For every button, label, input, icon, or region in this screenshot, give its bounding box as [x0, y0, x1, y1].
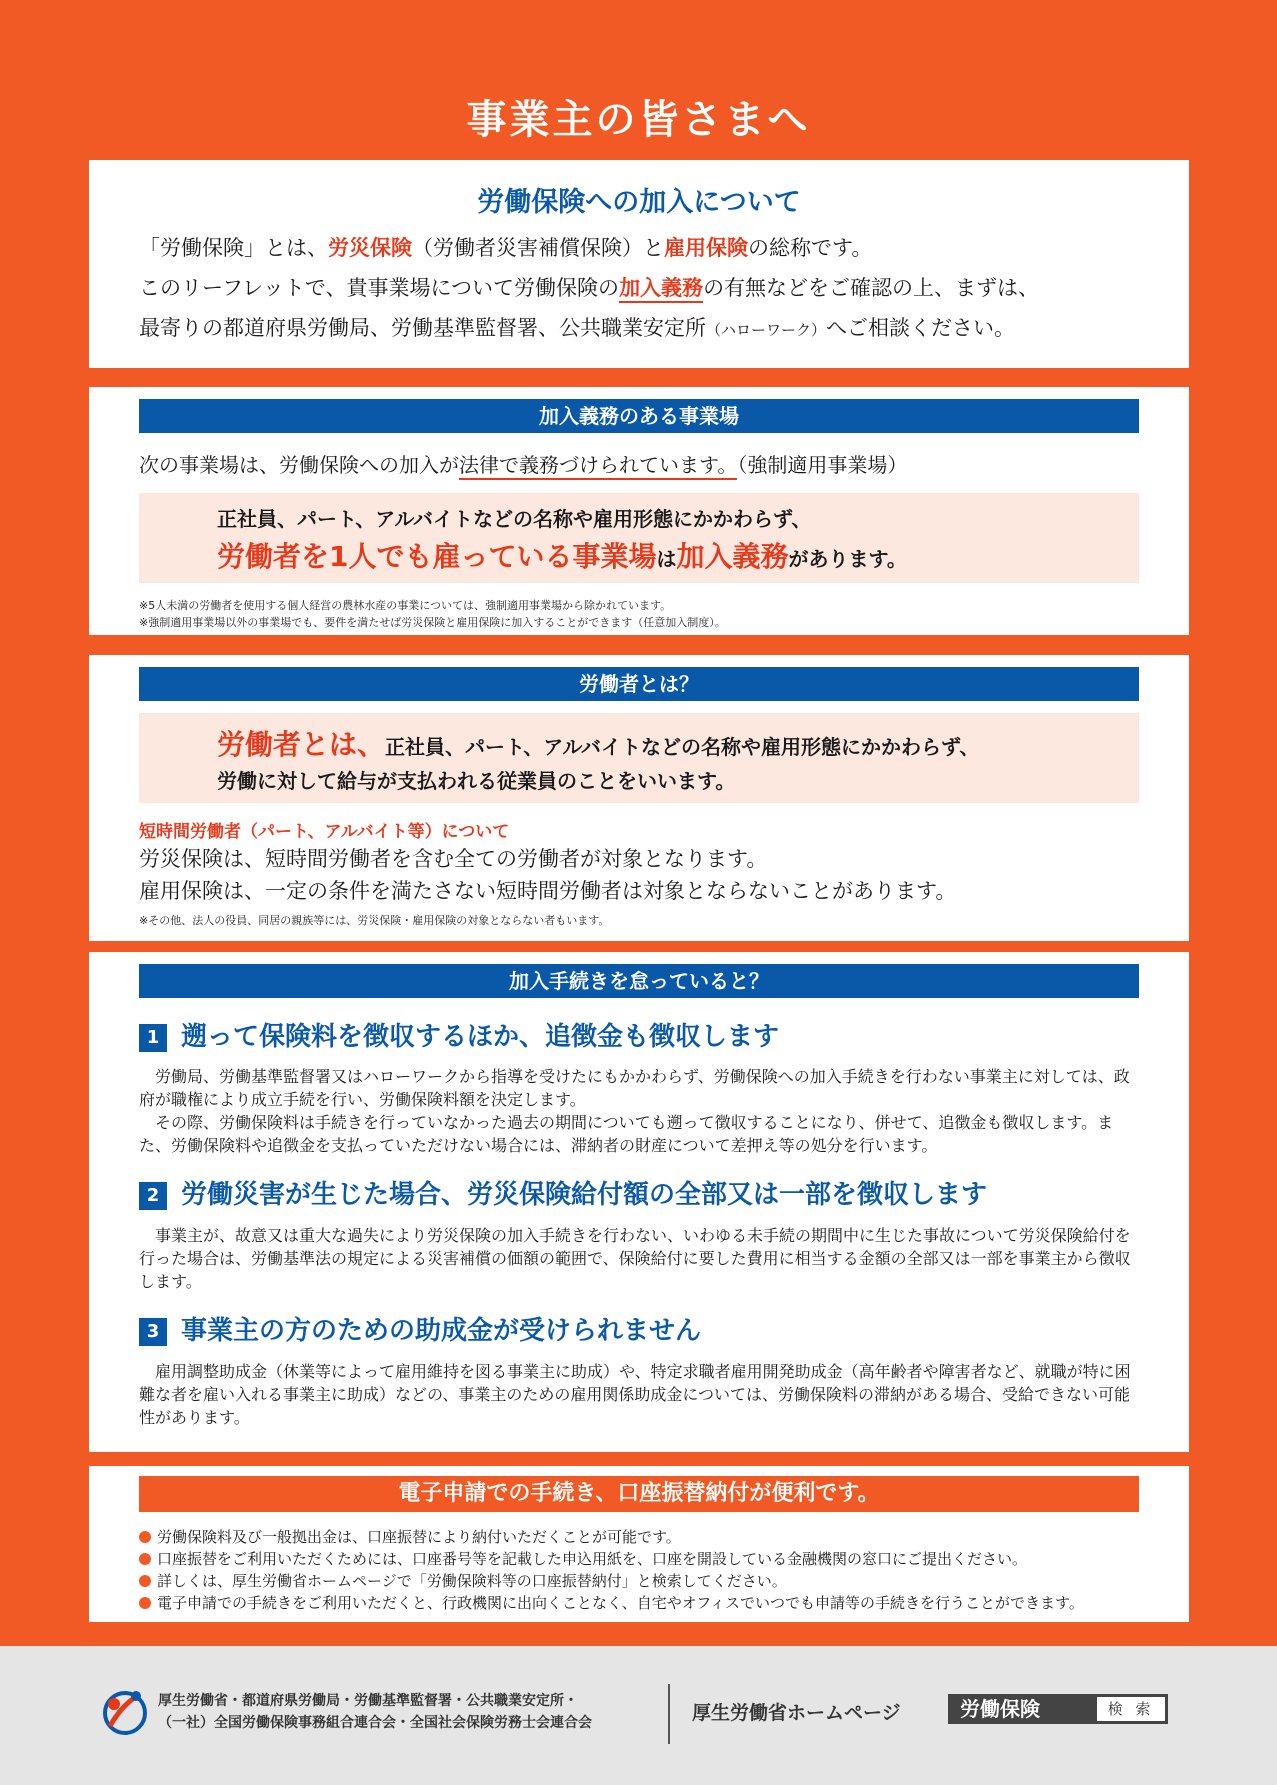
- kanyu-gimu-emphasis: 加入義務: [676, 540, 789, 573]
- electronic-bar: 電子申請での手続き、口座振替納付が便利です。: [139, 1476, 1139, 1512]
- intro-panel: [89, 160, 1189, 368]
- obligation-box-line-1: 正社員、パート、アルバイトなどの名称や雇用形態にかかわらず、: [217, 507, 812, 531]
- obligation-lead: [139, 449, 907, 478]
- kanyu-gimu: 加入義務: [619, 276, 703, 303]
- footer-org-line-1: 厚生労働省・都道府県労働局・労働基準監督署・公共職業安定所・: [158, 1693, 578, 1709]
- neglect-item-3-p1: 雇用調整助成金（休業等によって雇用維持を図る事業主に助成）や、特定求職者雇用開発助成金（高年齢者や障害者など、就職が特に困難な者を雇い入れる事業主に助成）などの、事業主のための雇用関係助成金については、労働保険料の滞納がある場合、受給できない可能性があります。: [139, 1362, 1131, 1427]
- neglect-item-2-head: [139, 1174, 987, 1211]
- neglect-item-1-head: [139, 1016, 779, 1053]
- bullet-text: 口座振替をご利用いただくためには、口座番号等を記載した申込用紙を、口座を開設している金融機関の窓口にご提出ください。: [157, 1550, 1028, 1568]
- lead-text: 次の事業場は、労働保険への加入が: [139, 453, 459, 477]
- item-heading: 遡って保険料を徴収するほか、追徴金も徴収します: [181, 1022, 780, 1052]
- neglect-panel: [89, 952, 1189, 1452]
- box-text: は: [656, 547, 677, 571]
- footer-org-line-2: （一社）全国労働保険事務組合連合会・全国社会保険労務士会連合会: [158, 1715, 592, 1731]
- intro-text: 「労働保険」とは、: [139, 236, 328, 260]
- rousai-hoken: 労災保険: [328, 236, 412, 260]
- intro-line-2: [139, 272, 1039, 302]
- item-heading: 事業主の方のための助成金が受けられません: [181, 1316, 702, 1346]
- part-time-line-1: 労災保険は、短時間労働者を含む全ての労働者が対象となります。: [139, 847, 768, 871]
- search-button[interactable]: 検 索: [1097, 1697, 1165, 1721]
- worker-bar: 労働者とは？: [139, 667, 1139, 701]
- intro-heading: 労働保険への加入について: [477, 187, 801, 218]
- electronic-bullet-1: [139, 1526, 681, 1547]
- footer-divider: [668, 1684, 670, 1744]
- number-badge: 2: [139, 1182, 167, 1210]
- intro-text: 最寄りの都道府県労働局、労働基準監督署、公共職業安定所: [139, 316, 706, 340]
- worker-definition-label: 労働者とは、: [217, 728, 386, 761]
- intro-text: このリーフレットで、貴事業場について労働保険の: [139, 276, 620, 300]
- search-term: 労働保険: [960, 1697, 1040, 1721]
- neglect-item-1-p1: 労働局、労働基準監督署又はハローワークから指導を受けたにもかかわらず、労働保険への加入手続きを行わない事業主に対しては、政府が職権により成立手続を行い、労働保険料額を決定します。: [139, 1067, 1130, 1109]
- worker-box-line-2: 労働に対して給与が支払われる従業員のことをいいます。: [217, 769, 736, 793]
- worker-note: ※その他、法人の役員、同居の親族等には、労災保険・雇用保険の対象とならない者もいます。: [139, 914, 610, 927]
- electronic-bullet-4: [139, 1592, 1084, 1613]
- obligation-bar: 加入義務のある事業場: [139, 399, 1139, 433]
- bullet-text: 労働保険料及び一般拠出金は、口座振替により納付いただくことが可能です。: [157, 1528, 681, 1546]
- worker-panel: [89, 655, 1189, 941]
- obligation-note-1: ※5人未満の労働者を使用する個人経営の農林水産の事業については、強制適用事業場から除かれています。: [139, 599, 672, 612]
- mhlw-logo-icon: [100, 1686, 150, 1736]
- obligation-box-line-2: [217, 535, 907, 575]
- bullet-dot-icon: [139, 1597, 151, 1609]
- intro-text-small: （ハローワーク）: [706, 321, 827, 339]
- number-badge: 1: [139, 1024, 167, 1052]
- koyou-hoken: 雇用保険: [664, 236, 748, 260]
- obligation-note-2: ※強制適用事業場以外の事業場でも、要件を満たせば労災保険と雇用保険に加入することができます（任意加入制度）。: [139, 616, 726, 629]
- intro-text: へご相談ください。: [826, 316, 1016, 340]
- part-time-line-2: 雇用保険は、一定の条件を満たさない短時間労働者は対象とならないことがあります。: [139, 879, 957, 903]
- intro-text: の総称です。: [748, 236, 873, 260]
- bullet-dot-icon: [139, 1531, 151, 1543]
- intro-line-1: [139, 232, 872, 262]
- electronic-panel: [89, 1466, 1189, 1622]
- bullet-text: 電子申請での手続きをご利用いただくと、行政機関に出向くことなく、自宅やオフィスでいつでも申請等の手続きを行うことができます。: [157, 1594, 1084, 1612]
- search-box[interactable]: [948, 1694, 1168, 1724]
- intro-line-3: [139, 312, 1015, 342]
- bullet-dot-icon: [139, 1575, 151, 1587]
- number-badge: 3: [139, 1318, 167, 1346]
- bullet-text: 詳しくは、厚生労働省ホームページで「労働保険料等の口座振替納付」と検索してください。: [157, 1572, 787, 1590]
- box-text: があります。: [788, 547, 907, 571]
- one-worker-emphasis: 労働者を1人でも雇っている事業場: [217, 540, 657, 573]
- intro-text: （労働者災害補償保険）と: [412, 236, 664, 260]
- obligation-box: [139, 493, 1139, 583]
- neglect-bar: 加入手続きを怠っていると？: [139, 964, 1139, 998]
- box-text: 正社員、パート、アルバイトなどの名称や雇用形態にかかわらず、: [385, 735, 980, 759]
- worker-box-line-1: [217, 723, 979, 763]
- footer-homepage-label: 厚生労働省ホームページ: [692, 1702, 901, 1724]
- electronic-bullet-2: [139, 1548, 1027, 1569]
- item-heading: 労働災害が生じた場合、労災保険給付額の全部又は一部を徴収します: [181, 1180, 988, 1210]
- page-title: 事業主の皆さまへ: [466, 97, 811, 143]
- neglect-item-3-head: [139, 1310, 701, 1347]
- worker-box: [139, 713, 1139, 803]
- electronic-bullet-3: [139, 1570, 787, 1591]
- footer: [0, 1646, 1277, 1785]
- lead-underlined: 法律で義務づけられています。: [459, 453, 737, 480]
- neglect-item-2-p1: 事業主が、故意又は重大な過失により労災保険の加入手続きを行わない、いわゆる未手続の期間中に生じた事故について労災保険給付を行った場合は、労働基準法の規定による災害補償の価額の範囲で、保険給付に要した費用に相当する金額の全部又は一部を事業主から徴収します。: [139, 1226, 1131, 1291]
- intro-text: の有無などをご確認の上、まずは、: [703, 276, 1040, 300]
- bullet-dot-icon: [139, 1553, 151, 1565]
- neglect-item-1-p2: その際、労働保険料は手続きを行っていなかった過去の期間についても遡って徴収することになり、併せて、追徴金も徴収します。また、労働保険料や追徴金を支払っていただけない場合には、滞納者の財産について差押え等の処分を行います。: [139, 1113, 1114, 1155]
- obligation-panel: [89, 387, 1189, 635]
- lead-text: （強制適用事業場）: [737, 453, 908, 477]
- part-time-subhead: 短時間労働者（パート、アルバイト等）について: [139, 822, 510, 842]
